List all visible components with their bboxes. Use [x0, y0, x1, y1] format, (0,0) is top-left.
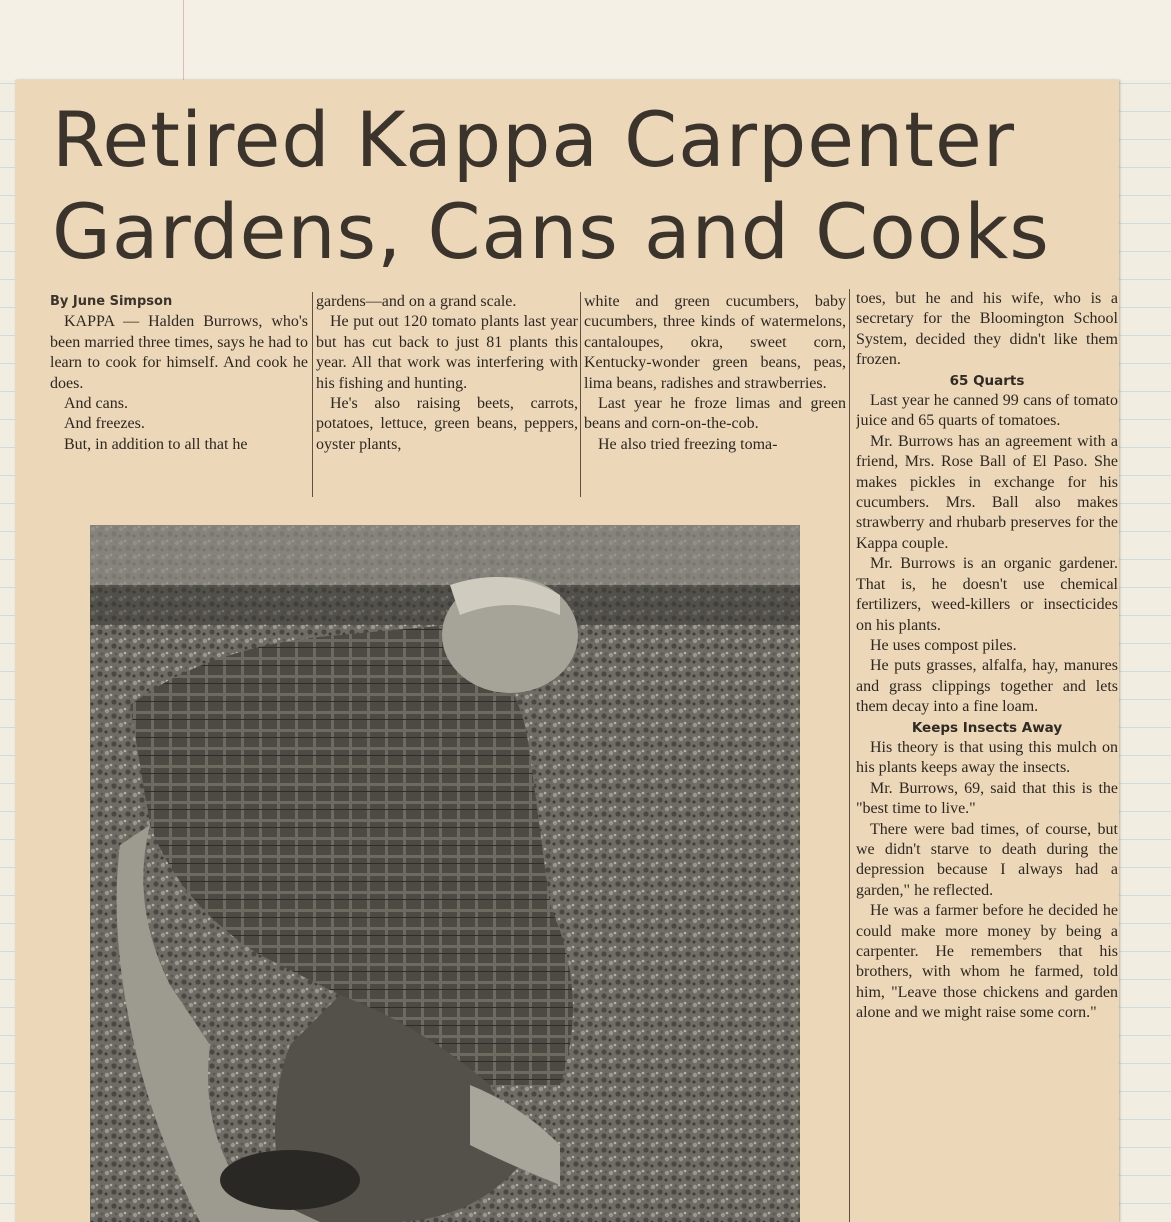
paragraph: And freezes. [64, 415, 145, 433]
paragraph: gardens—and on a grand scale. [316, 293, 517, 310]
paragraph: His theory is that using this mulch on his plants keeps away the insects. [856, 738, 1118, 777]
paragraph: Last year he canned 99 cans of tomato juice and 65 quarts of tomatoes. [856, 392, 1118, 430]
paragraph: He put out 120 tomato plants last year but has cut back to just 81 plants this year. All that work was interfering with his fishing and hunting. [316, 313, 578, 392]
headline-line-2: Gardens, Cans and Cooks [52, 187, 1050, 276]
paragraph: There were bad times, of course, but we didn't starve to death during the depression because I always had a garden," he reflected. [856, 820, 1118, 899]
paragraph: KAPPA — Halden Burrows, who's been married three times, says he had to learn to cook for himself. And cook he does. [50, 313, 308, 392]
notebook-paper-top [0, 0, 1171, 80]
paragraph: And cans. [64, 395, 128, 413]
paragraph: Last year he froze limas and green beans and corn-on-the-cob. [584, 395, 846, 433]
article-column-4 [856, 289, 1118, 1222]
column-rule [580, 292, 581, 497]
article-column-1 [50, 292, 308, 497]
paragraph: But, in addition to all that he [64, 435, 248, 453]
paragraph: He puts grasses, alfalfa, hay, manures and grass clippings together and lets them decay into a fine loam. [856, 657, 1118, 716]
subhead-65-quarts: 65 Quarts [949, 372, 1025, 389]
article-column-3 [584, 292, 846, 497]
paragraph: Mr. Burrows, 69, said that this is the "best time to live." [856, 779, 1118, 818]
headline-line-1: Retired Kappa Carpenter [52, 95, 1015, 184]
gardener-photo [90, 525, 800, 1222]
paragraph: toes, but he and his wife, who is a secretary for the Bloomington School System, decided they didn't like them frozen. [856, 290, 1118, 369]
notebook-margin-line [183, 0, 184, 80]
byline: By June Simpson [50, 294, 173, 309]
paragraph: He uses compost piles. [870, 636, 1017, 654]
subhead-keeps-insects-away: Keeps Insects Away [911, 719, 1063, 736]
paragraph: He's also raising beets, carrots, potatoes, lettuce, green beans, peppers, oyster plants, [316, 395, 578, 453]
paragraph: Mr. Burrows has an agreement with a friend, Mrs. Rose Ball of El Paso. She makes pickles in exchange for his cucumbers. Mrs. Ball also makes strawberry and rhubarb preserves for the Kappa couple. [856, 432, 1118, 552]
paragraph: white and green cucumbers, baby cucumbers, three kinds of watermelons, cantaloupes, okra, sweet corn, Kentucky-wonder green beans, peas, lima beans, radishes and strawberries. [584, 293, 846, 392]
column-rule [849, 289, 850, 1222]
headline [52, 94, 1092, 278]
column-rule [312, 292, 313, 497]
paragraph: He also tried freezing toma- [598, 435, 778, 453]
paragraph: He was a farmer before he decided he could make more money by being a carpenter. He remembers that his brothers, with whom he farmed, told him, "Leave those chickens and garden alone and we might raise some corn." [856, 902, 1118, 1022]
article-column-2 [316, 292, 578, 497]
paragraph: Mr. Burrows is an organic gardener. That is, he doesn't use chemical fertilizers, weed-killers or insecticides on his plants. [856, 555, 1118, 634]
